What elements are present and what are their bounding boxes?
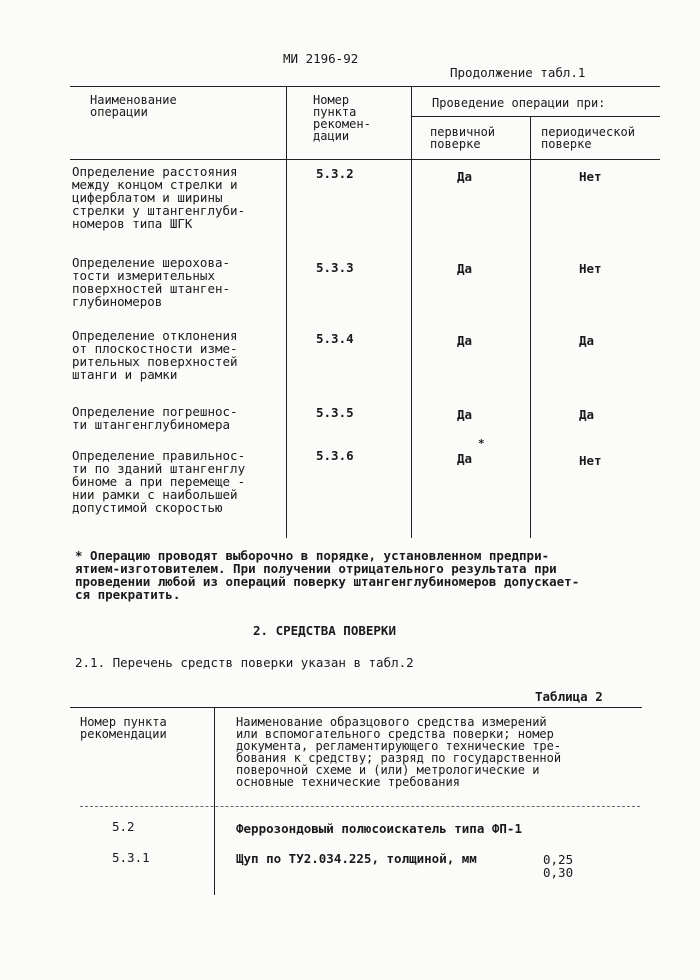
footnote: * Операцию проводят выборочно в порядке, установленном предпри- ятием-изготовителем. При получении отрицательного результата при проведении любой из операций поверку штангенглубиномеров допускает- ся прекратить.	[75, 548, 580, 602]
table-1-group-rule	[411, 116, 660, 117]
table-1-top-rule	[70, 86, 660, 87]
table-row-primary: Да	[457, 451, 473, 466]
table-row-operation: Определение отклонения от плоскостности изме- рительных поверхностей штанги и рамки	[72, 328, 238, 382]
table-row-primary: Да	[457, 169, 473, 184]
table-2-column-rule	[214, 707, 215, 895]
table-row-periodic: Да	[579, 333, 595, 348]
table-continuation-label: Продолжение табл.1	[450, 65, 586, 80]
table-row-periodic: Нет	[579, 169, 602, 184]
table-row-operation: Определение погрешнос- ти штангенглубиномера	[72, 404, 238, 432]
table-row-operation: Определение правильнос- ти по зданий штангенглу биноме а при перемеще - нии рамки с наибольшей допустимой скоростью	[72, 448, 246, 515]
table-1-column-rule	[411, 86, 412, 538]
footnote-marker: *	[478, 437, 485, 450]
table-row-periodic: Да	[579, 407, 595, 422]
table-row-operation: Определение расстояния между концом стрелки и циферблатом и ширины стрелки у штангенглуби- номеров типа ШГК	[72, 164, 246, 231]
section-title: 2. СРЕДСТВА ПОВЕРКИ	[253, 623, 396, 638]
table-1-header-primary: первичной поверке	[430, 125, 496, 151]
table-2-header-description: Наименование образцового средства измерений или вспомогательного средства поверки; номер документа, регламентирующего технические тре- бования к средству; разряд по государственной поверочной схеме и (или) метрологические и основные технические требования	[236, 715, 562, 789]
table-row-primary: Да	[457, 261, 473, 276]
table-2-caption: Таблица 2	[535, 689, 603, 704]
table-row-periodic: Нет	[579, 453, 602, 468]
table-row-periodic: Нет	[579, 261, 602, 276]
table-1-column-rule	[530, 116, 531, 538]
table-row-item: 5.3.3	[316, 260, 354, 275]
table-row-item: 5.2	[112, 819, 135, 834]
table-row-item: 5.3.5	[316, 405, 354, 420]
table-row-item: 5.3.6	[316, 448, 354, 463]
table-row-operation: Определение шерохова- тости измерительных поверхностей штанген- глубиномеров	[72, 255, 231, 309]
table-1-header-periodic: периодической поверке	[541, 125, 635, 151]
table-1-header-item-number: Номер пункта рекомен- дации	[313, 93, 371, 143]
table-1-header-group: Проведение операции при:	[432, 96, 606, 110]
table-2-header-rule	[80, 806, 640, 807]
table-row-primary: Да	[457, 407, 473, 422]
table-1-header-operation: Наименование операции	[90, 93, 177, 119]
paragraph: 2.1. Перечень средств поверки указан в табл.2	[75, 655, 414, 670]
table-row-description: Щуп по ТУ2.034.225, толщиной, мм	[236, 851, 477, 866]
table-row-item: 5.3.1	[112, 850, 150, 865]
table-row-description: Феррозондовый полюсоискатель типа ФП-1	[236, 821, 522, 836]
table-1-column-rule	[286, 86, 287, 538]
table-2-top-rule	[70, 707, 642, 708]
table-row-primary: Да	[457, 333, 473, 348]
table-2-header-item: Номер пункта рекомендации	[80, 715, 167, 741]
table-row-item: 5.3.2	[316, 166, 354, 181]
table-row-item: 5.3.4	[316, 331, 354, 346]
table-row-values: 0,25 0,30	[543, 852, 574, 880]
document-number: МИ 2196-92	[283, 51, 359, 66]
table-1-header-rule	[70, 159, 660, 160]
